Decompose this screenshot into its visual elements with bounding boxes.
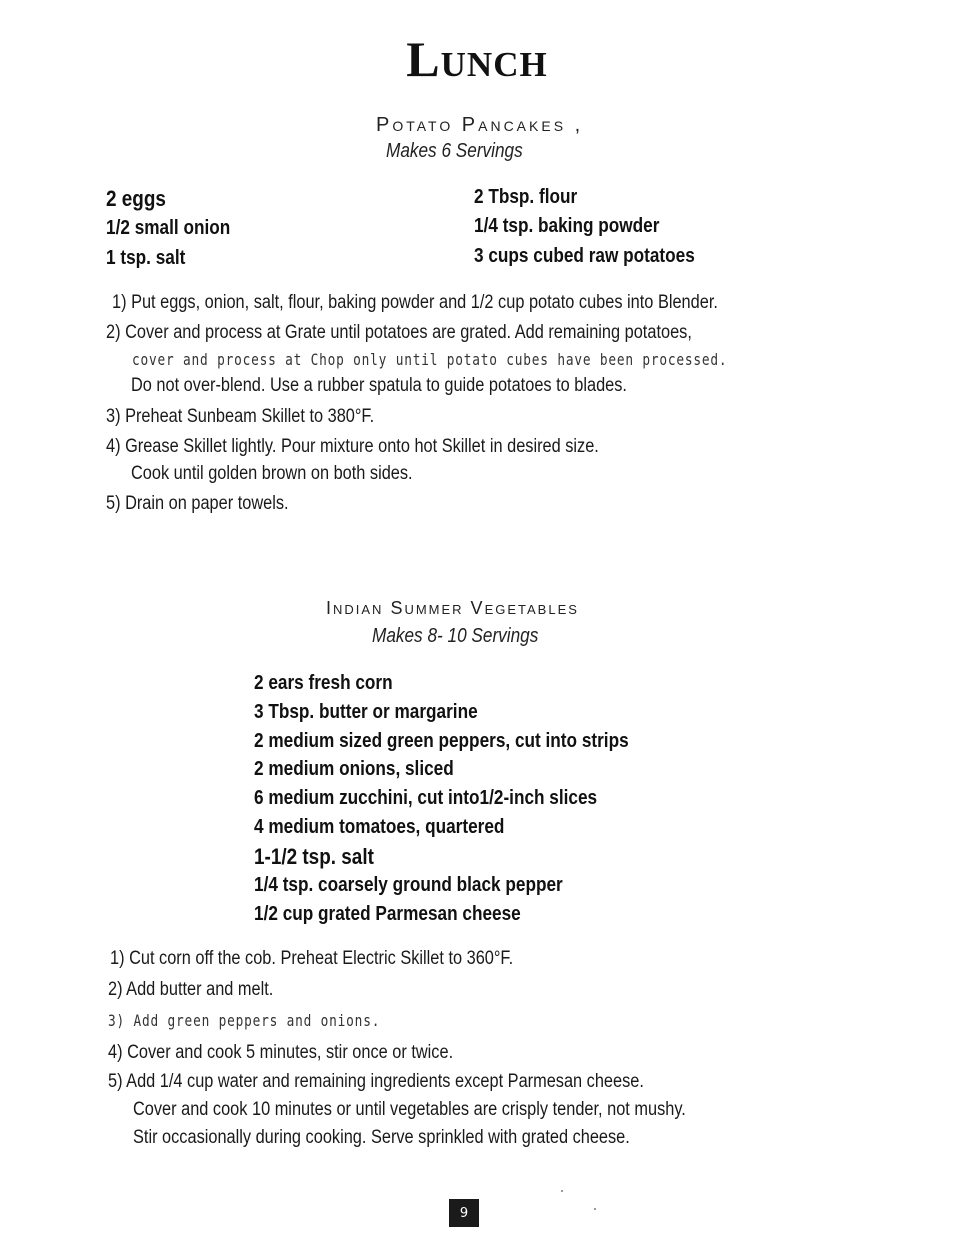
instruction-step: cover and process at Chop only until potato cubes have been processed. [132, 350, 728, 369]
scan-speck [561, 1190, 563, 1192]
recipe-title: Potato Pancakes , [376, 114, 584, 136]
ingredient-item: 1 tsp. salt [106, 247, 186, 269]
instruction-step: Stir occasionally during cooking. Serve sprinkled with grated cheese. [133, 1127, 630, 1148]
instruction-step: 4) Grease Skillet lightly. Pour mixture onto hot Skillet in desired size. [106, 436, 599, 457]
ingredient-item: 1-1/2 tsp. salt [254, 844, 374, 869]
instruction-step: Cover and cook 10 minutes or until vegetables are crisply tender, not mushy. [133, 1099, 686, 1120]
page-title: Lunch [406, 31, 548, 87]
ingredient-item: 1/4 tsp. baking powder [474, 215, 660, 237]
ingredient-item: 1/2 small onion [106, 217, 231, 239]
recipe-servings: Makes 6 Servings [386, 140, 523, 162]
ingredient-item: 3 Tbsp. butter or margarine [254, 701, 478, 723]
ingredient-item: 6 medium zucchini, cut into1/2-inch slices [254, 787, 598, 809]
ingredient-item: 2 medium sized green peppers, cut into strips [254, 730, 629, 752]
instruction-step: Do not over-blend. Use a rubber spatula to guide potatoes to blades. [131, 375, 627, 396]
recipe-title: Indian Summer Vegetables [326, 598, 579, 618]
instruction-step: 2) Add butter and melt. [108, 979, 274, 1000]
instruction-step: 3) Preheat Sunbeam Skillet to 380°F. [106, 406, 375, 427]
ingredient-item: 1/2 cup grated Parmesan cheese [254, 903, 521, 925]
instruction-step: 1) Cut corn off the cob. Preheat Electric Skillet to 360°F. [110, 948, 514, 969]
ingredient-item: 1/4 tsp. coarsely ground black pepper [254, 874, 563, 896]
page-number: 9 [449, 1199, 479, 1227]
instruction-step: 5) Drain on paper towels. [106, 493, 289, 514]
ingredient-item: 2 medium onions, sliced [254, 758, 454, 780]
ingredient-item: 2 Tbsp. flour [474, 186, 578, 208]
instruction-step: 5) Add 1/4 cup water and remaining ingredients except Parmesan cheese. [108, 1071, 644, 1092]
ingredient-item: 2 ears fresh corn [254, 672, 393, 694]
recipe-servings: Makes 8- 10 Servings [372, 625, 539, 647]
instruction-step: 2) Cover and process at Grate until potatoes are grated. Add remaining potatoes, [106, 322, 692, 343]
ingredient-item: 2 eggs [106, 186, 166, 211]
instruction-step: 4) Cover and cook 5 minutes, stir once or twice. [108, 1042, 454, 1063]
ingredient-item: 4 medium tomatoes, quartered [254, 816, 505, 838]
ingredient-item: 3 cups cubed raw potatoes [474, 245, 695, 267]
scan-speck [594, 1208, 596, 1210]
instruction-step: Cook until golden brown on both sides. [131, 463, 413, 484]
instruction-step: 3) Add green peppers and onions. [108, 1011, 381, 1030]
instruction-step: 1) Put eggs, onion, salt, flour, baking powder and 1/2 cup potato cubes into Blender. [112, 292, 718, 313]
